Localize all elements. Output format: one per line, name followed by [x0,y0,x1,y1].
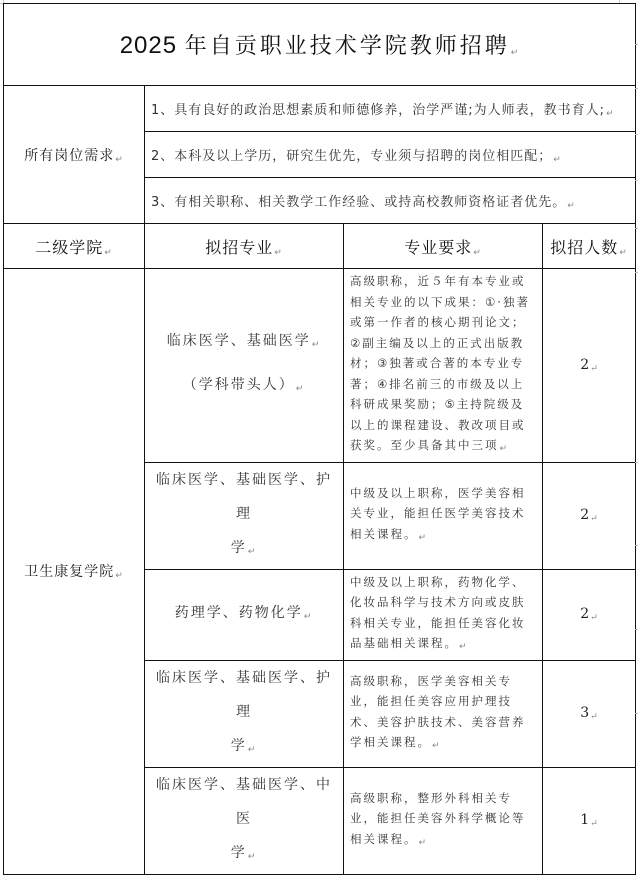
general-requirement-row [4,86,636,132]
title-year: 2025 [119,32,178,59]
paragraph-mark-icon: ↵ [590,613,598,623]
header-requirement: 专业要求↵ [344,224,543,269]
count-cell: 1↵ [543,767,636,874]
paragraph-mark-icon: ↵ [499,444,510,454]
document-title [4,4,636,86]
paragraph-mark-icon: ↵ [619,247,628,258]
header-count: 拟招人数↵ [543,224,636,269]
row-end-mark [635,629,638,630]
paragraph-mark-icon: ↵ [459,642,469,652]
row-end-mark [635,713,638,714]
paragraph-mark-icon: ↵ [567,200,576,211]
recruitment-table [3,3,636,875]
paragraph-mark-icon: ↵ [590,363,598,374]
row-end-mark [635,272,638,273]
paragraph-mark-icon: ↵ [295,384,306,395]
paragraph-mark-icon: ↵ [432,741,442,751]
paragraph-mark-icon: ↵ [473,247,482,258]
major-cell: 药理学、药物化学↵ [145,569,344,660]
paragraph-mark-icon: ↵ [590,514,598,524]
paragraph-mark-icon: ↵ [418,837,429,848]
general-requirements-label: 所有岗位需求↵ [4,86,145,224]
major-cell: 临床医学、基础医学↵ （学科带头人）↵ [145,269,344,463]
paragraph-mark-icon: ↵ [590,819,598,829]
requirement-item-2: 2、本科及以上学历，研究生优先，专业须与招聘的岗位相匹配；↵ [145,132,636,178]
count-cell: 2↵ [543,462,636,569]
count-cell: 2↵ [543,269,636,463]
row-end-mark [635,180,638,181]
paragraph-mark-icon: ↵ [553,154,562,165]
paragraph-mark-icon: ↵ [104,247,113,258]
row-end-mark [635,462,638,463]
row-end-mark [635,228,638,229]
paragraph-mark-icon: ↵ [590,712,598,722]
requirement-item-3: 3、有相关职称、相关教学工作经验、或持高校教师资格证者优先。↵ [145,178,636,224]
paragraph-mark-icon: ↵ [606,108,615,119]
requirement-cell: 高级职称，整形外科相关专业，能担任美容外科学概论等相关课程。↵ [344,767,543,874]
requirement-cell: 中级及以上职称，药物化学、化妆品科学与技术方向或皮肤科相关专业，能担任美容化妆品基础相关课程。↵ [344,569,543,660]
table-header-row [4,224,636,269]
header-college: 二级学院↵ [4,224,145,269]
requirement-cell: 高级职称，医学美容相关专业，能担任美容应用护理技术、美容护肤技术、美容营养学相关课程。↵ [344,660,543,767]
requirement-cell: 高级职称，近５年有本专业或相关专业的以下成果：①·独著或第一作者的核心期刊论文；②副主编及以上的正式出版教材；③独著或合著的本专业专著；④排名前三的市级及以上科研成果奖励；⑤主持院级及以上的课程建设、教改项目或获奖。至少具备其中三项↵ [344,269,543,463]
row-end-mark [635,545,638,546]
paragraph-mark-icon: ↵ [510,47,520,57]
paragraph-mark-icon: ↵ [115,571,124,582]
count-cell: 3↵ [543,660,636,767]
paragraph-mark-icon: ↵ [247,744,258,755]
row-end-mark [635,44,638,45]
row-end-mark [635,134,638,135]
count-cell: 2↵ [543,569,636,660]
major-cell: 临床医学、基础医学、护理 学↵ [145,462,344,569]
table-row [4,269,636,463]
paragraph-mark-icon: ↵ [247,546,258,557]
paragraph-mark-icon: ↵ [311,340,322,351]
row-end-mark [635,88,638,89]
title-text: 年自贡职业技术学院教师招聘 [184,34,510,59]
paragraph-mark-icon: ↵ [247,851,258,862]
title-row [4,4,636,86]
paragraph-mark-icon: ↵ [274,247,283,258]
paragraph-mark-icon: ↵ [115,154,124,165]
header-major: 拟招专业↵ [145,224,344,269]
requirement-item-1: 1、具有良好的政治思想素质和师德修养，治学严谨;为人师表，教书育人;↵ [145,86,636,132]
requirement-cell: 中级及以上职称，医学美容相关专业，能担任医学美容技术相关课程。↵ [344,462,543,569]
college-name: 卫生康复学院↵ [4,269,145,875]
major-cell: 临床医学、基础医学、护理 学↵ [145,660,344,767]
paragraph-mark-icon: ↵ [303,611,314,622]
major-cell: 临床医学、基础医学、中医 学↵ [145,767,344,874]
paragraph-mark-icon: ↵ [418,532,429,543]
